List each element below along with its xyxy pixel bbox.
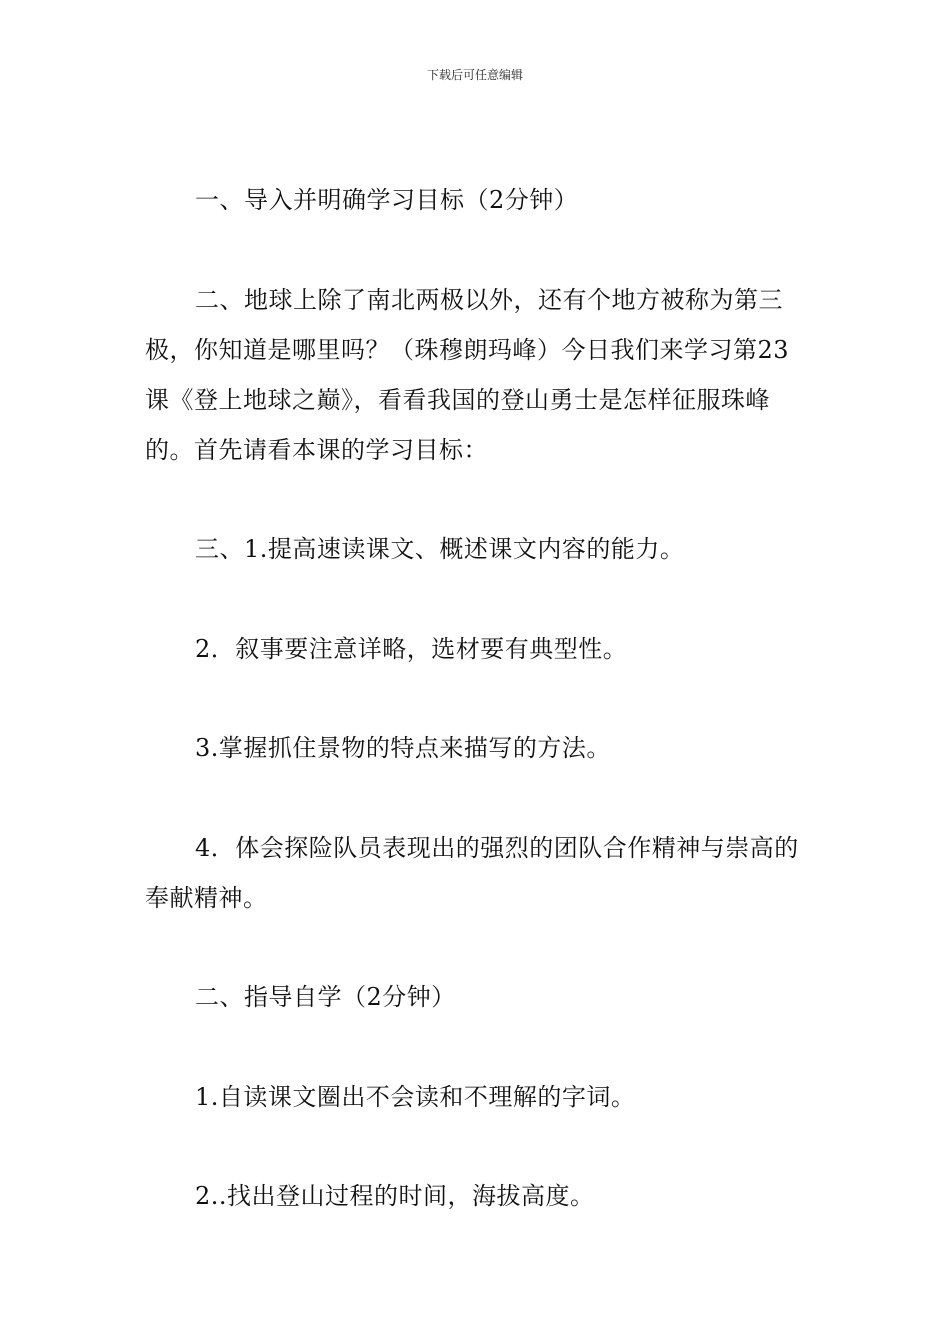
paragraph-goal-1: 三、1.提高速读课文、概述课文内容的能力。 bbox=[195, 535, 685, 563]
paragraph-goal-3: 3.掌握抓住景物的特点来描写的方法。 bbox=[195, 734, 611, 762]
paragraph-self-study: 二、指导自学（2分钟） bbox=[195, 983, 456, 1011]
paragraph-goal-2: 2．叙事要注意详略，选材要有典型性。 bbox=[195, 635, 628, 663]
page-header: 下载后可任意编辑 bbox=[426, 68, 523, 82]
paragraph-task-2: 2..找出登山过程的时间，海拔高度。 bbox=[195, 1182, 595, 1210]
paragraph-intro-goal: 一、导入并明确学习目标（2分钟） bbox=[195, 186, 579, 214]
paragraph-task-1: 1.自读课文圈出不会读和不理解的字词。 bbox=[195, 1083, 636, 1111]
paragraph-goal-4: 4．体会探险队员表现出的强烈的团队合作精神与崇高的奉献精神。 bbox=[145, 834, 799, 912]
paragraph-third-pole: 二、地球上除了南北两极以外，还有个地方被称为第三极，你知道是哪里吗？（珠穆朗玛峰）今日我们来学习第23课《登上地球之巅》，看看我国的登山勇士是怎样征服珠峰的。首先请看本课的学习目标： bbox=[145, 286, 790, 464]
